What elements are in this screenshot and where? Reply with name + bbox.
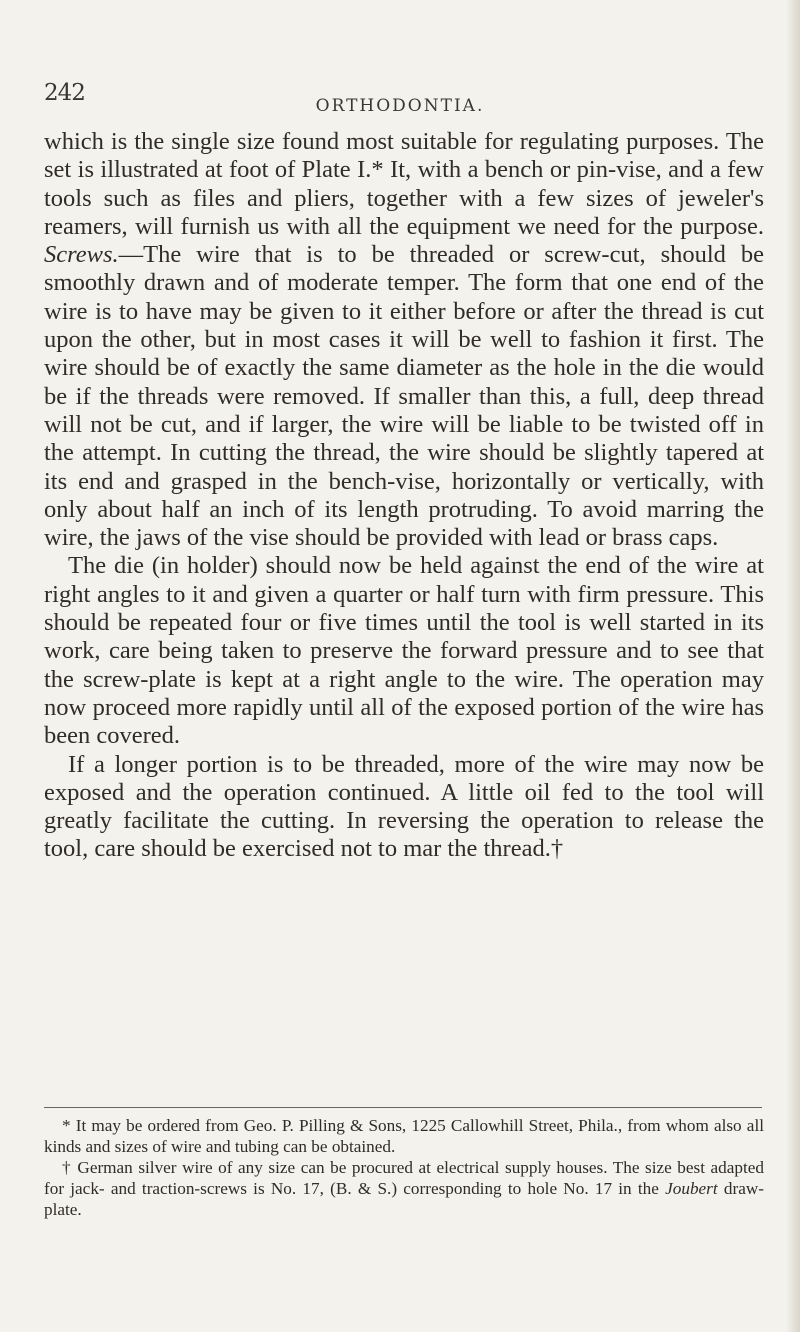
- footnote-1: * It may be ordered from Geo. P. Pilling & Sons, 1225 Callowhill Street, Phila., from whom also all kinds and sizes of wire and tubing can be obtained.: [44, 1116, 764, 1156]
- paragraph-1: [44, 128, 764, 552]
- paragraph-2: The die (in holder) should now be held against the end of the wire at right angles to it and given a quarter or half turn with firm pressure. This should be repeated four or five times until the tool is well started in its work, care being taken to preserve the forward pressure and to see that the screw-plate is kept at a right angle to the wire. The operation may now proceed more rapidly until all of the exposed portion of the wire has been covered.: [44, 552, 764, 750]
- running-head: ORTHODONTIA.: [315, 96, 485, 116]
- paragraph-1-text-a: which is the single size found most suitable for regulating purposes. The set is illustrated at foot of Plate I.* It, with a bench or pin-vise, and a few tools such as files and pliers, together with a few sizes of jeweler's reamers, will furnish us with all the equipment we need for the purpose.: [44, 128, 764, 240]
- joubert-name: Joubert: [665, 1179, 718, 1198]
- page-edge-shadow: [786, 0, 800, 1332]
- footnote-rule: [44, 1107, 762, 1108]
- footnote-2-text-b: draw-plate.: [44, 1179, 764, 1219]
- screws-subheading: Screws.: [44, 241, 119, 269]
- paragraph-3: If a longer portion is to be threaded, more of the wire may now be exposed and the operation continued. A little oil fed to the tool will greatly facilitate the cutting. In reversing the operation to release the tool, care should be exercised not to mar the thread.†: [44, 750, 764, 863]
- footnotes: [44, 1115, 764, 1220]
- footnote-2: [44, 1157, 764, 1220]
- footnote-2-text-a: † German silver wire of any size can be procured at electrical supply houses. The size best adapted for jack- and traction-screws is No. 17, (B. & S.) corresponding to hole No. 17 in the: [44, 1158, 764, 1198]
- body-text: [44, 128, 764, 864]
- page-number: 242: [44, 80, 85, 106]
- paragraph-1-text-b: —The wire that is to be threaded or screw-cut, should be smoothly drawn and of moderate temper. The form that one end of the wire is to have may be given to it either before or after the thread is cut upon the other, but in most cases it will be well to fashion it first. The wire should be of exactly the same diameter as the hole in the die would be if the threads were removed. If smaller than this, a full, deep thread will not be cut, and if larger, the wire will be liable to be twisted off in the attempt. In cutting the thread, the wire should be slightly tapered at its end and grasped in the bench-vise, horizontally or vertically, with only about half an inch of its length protruding. To avoid marring the wire, the jaws of the vise should be provided with lead or brass caps.: [44, 241, 764, 552]
